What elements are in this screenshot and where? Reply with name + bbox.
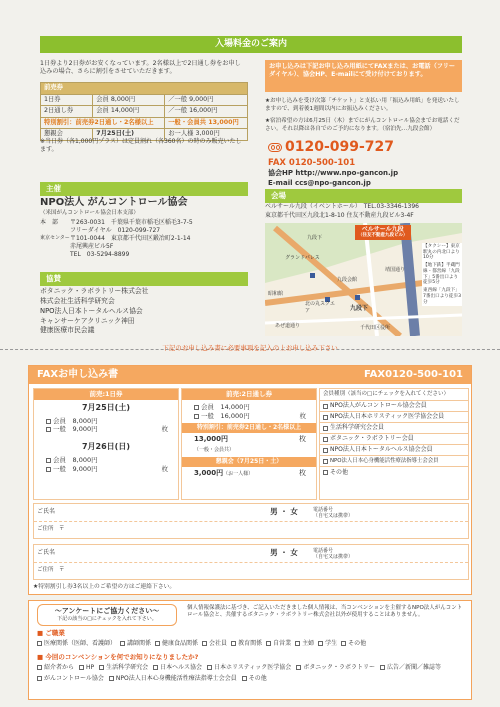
special-discount-label: 特別割引：前売券2日通し・2名様以上 <box>41 117 165 129</box>
checkbox-day2-general[interactable] <box>46 467 51 472</box>
map-access-box: 【タクシー】東京駅丸の内北口より10分 【地下鉄】半蔵門線・都営線「九段下」5番出口より徒歩5分 東西線「九段下」7番出口より徒歩3分 <box>423 244 462 305</box>
survey-q2: ■ 今回のコンベンションを何でお知りになりましたか? <box>37 653 199 661</box>
walk-in-note: ※当日券（各1,000円プラス）は定員割れ（各360名）の時のみ販売いたします。 <box>40 138 242 154</box>
venue-map <box>265 223 462 336</box>
member-type-option[interactable]: NPO法人日本トータルヘルス協会会員 <box>320 445 468 456</box>
website-link[interactable]: 協会HP http://www.npo-gancon.jp <box>268 169 399 178</box>
contact-block <box>268 138 463 188</box>
map-label: 九段下 <box>307 235 323 241</box>
checkbox-day1-member[interactable] <box>46 419 51 424</box>
member-type-option[interactable]: その他 <box>320 467 468 478</box>
member-type-option[interactable]: NPO法人日本心身機能活性療法指導士会会員 <box>320 456 468 467</box>
survey <box>28 600 472 700</box>
map-venue-label: ベルサール九段 （住友不動産九段ビル） <box>355 225 411 240</box>
fax-note-2: ★宿泊希望の方は6月25日（木）までにがんコントロール協会までお電話ください。それ以降は各自でのご予約になります。（宿泊先…九段会館） <box>265 118 460 132</box>
price-table-header: 前売券 <box>41 83 248 95</box>
member-type-option[interactable]: ボタニック・ラボラトリー会員 <box>320 434 468 445</box>
source-option[interactable]: HP <box>79 664 94 672</box>
member-type-option[interactable]: 生活科学研究会会員 <box>320 423 468 434</box>
address-field-2[interactable]: ご住所 〒 <box>37 567 65 573</box>
source-option[interactable]: 生活科学研究会 <box>99 664 148 672</box>
fax-form <box>28 365 472 595</box>
list-item: 株式会社生活科学研究会 <box>40 296 115 305</box>
member-type-option[interactable]: NPO法人がんコントロール協会会員 <box>320 401 468 412</box>
source-option[interactable]: その他 <box>242 675 267 683</box>
source-option[interactable]: 紹介者から <box>37 664 74 672</box>
free-dial-icon <box>268 143 282 152</box>
source-option[interactable]: 日本ヘルス協会 <box>153 664 202 672</box>
applicant-2: ご氏名 男 ・ 女 電話番号 （自宅又は携帯） ご住所 〒 <box>33 544 469 580</box>
intro-text: 1日券より2日券がお安くなっています。2名様以上で2日通し券をお申し込みの場合、さらに割引をさせていただきます。 <box>40 60 241 76</box>
occupation-option[interactable]: 学生 <box>318 640 337 648</box>
organizer-name: NPO法人 がんコントロール協会 <box>40 197 188 208</box>
sponsor-header: 協賛 <box>40 272 248 286</box>
list-item: キャンサーケアクリニック神田 <box>40 316 135 325</box>
form-day1: 7月25日(土) <box>81 402 130 412</box>
survey-q1: ■ ご職業 <box>37 629 65 637</box>
organizer-sub: （米国がんコントロール協会日本支部） <box>40 210 139 216</box>
checkbox-day2-member[interactable] <box>46 458 51 463</box>
organizer-header: 主催 <box>40 182 248 196</box>
list-item: ボタニック・ラボラトリー株式会社 <box>40 287 149 295</box>
form-title: FAXお申し込み書 <box>37 369 119 381</box>
source-option[interactable]: 広告／新聞／雑誌等 <box>380 664 441 672</box>
cut-note: 下記のお申し込み書に必要事項を記入の上お申し込み下さい <box>162 344 338 352</box>
source-option[interactable]: NPO法人日本心身機能活性療法指導士会会員 <box>109 675 237 683</box>
list-item: NPO法人日本トータルヘルス協会 <box>40 306 143 315</box>
form-col-1day: 前売:1日券 7月25日(土) 会員 8,000円 一般 9,000円 枚 7月26日(日) 会員 8,000円 一般 9,000円 枚 <box>33 388 179 500</box>
gender-select-2[interactable]: 男 ・ 女 <box>270 548 298 558</box>
list-item: 健康医療市民会議 <box>40 326 95 335</box>
occupation-option[interactable]: 健康食品関係 <box>155 640 198 648</box>
form-col-member-type: 会員種別（該当の□にチェックを入れてください） NPO法人がんコントロール協会会員 NPO法人日本ホリスティック医学協会会員 生活科学研究会会員 ボタニック・ラボラトリー会員 NPO法人日本トータルヘルス協会会員 NPO法人日本心身機能活性療法指導士会会員 その他 <box>319 388 469 500</box>
venue-line1: ベルサール九段（イベントホール） TEL.03-3346-1396 <box>265 203 419 210</box>
page-title: 入場料金のご案内 <box>40 36 462 53</box>
gender-select-1[interactable]: 男 ・ 女 <box>270 507 298 517</box>
occupation-option[interactable]: 会社員 <box>202 640 227 648</box>
checkbox-2day-member[interactable] <box>194 405 199 410</box>
form-col-2day: 前売:2日通し券 会員 14,000円 一般 16,000円 枚 特別割引：前売券2日通し・2名様以上 13,000円 （一般・会員共） 枚 懇親会（7月25日・土） 3,000円（お一人様） 枚 <box>181 388 317 500</box>
venue-line2: 東京都千代田区九段北1-8-10 住友不動産九段ビル3-4F <box>265 212 414 219</box>
checkbox-2day-general[interactable] <box>194 414 199 419</box>
map-label: あぜ道通り <box>275 323 301 329</box>
form-fax: FAX0120-500-101 <box>363 369 463 381</box>
map-label: グランドパレス <box>285 255 320 261</box>
fax-notice: お申し込みは下記お申し込み用紙にてFAXまたは、お電話（フリーダイヤル）、協会HP、E-mailにて受け付けております。 <box>265 60 462 92</box>
occupation-option[interactable]: 主婦 <box>295 640 314 648</box>
occupation-option[interactable]: 講師関係 <box>120 640 151 648</box>
source-option[interactable]: がんコントロール協会 <box>37 675 104 683</box>
map-label: 靖国通り <box>385 267 406 273</box>
map-label: 九段会館 <box>337 277 358 283</box>
occupation-option[interactable]: 医療関係（医師、看護師） <box>37 640 116 648</box>
occupation-option[interactable]: 自営業 <box>266 640 291 648</box>
map-label: 九段下 <box>350 305 369 312</box>
occupation-option[interactable]: 教育関係 <box>231 640 262 648</box>
email-link[interactable]: E-mail ccs@npo-gancon.jp <box>268 178 371 187</box>
sponsor-list <box>40 287 248 336</box>
price-table: 前売券 1日券 会員 8,000円 ／一般 9,000円 2日通し券 会員 14,000円 ／一般 16,000円 特別割引：前売券2日通し・2名様以上 一般・会員共 13,000円 懇親会 7月25日(土) お一人様 3,000円 <box>40 82 248 141</box>
occupation-options <box>37 640 467 648</box>
checkbox-day1-general[interactable] <box>46 427 51 432</box>
map-label: 昭和館 <box>268 291 284 297</box>
source-option[interactable]: ボタニック・ラボラトリー <box>296 664 375 672</box>
form-day2: 7月26日(日) <box>81 442 130 452</box>
free-dial-number: 0120-099-727 <box>285 139 395 155</box>
organizer-details: 本 部 〒263-0031 千葉県千葉市稲毛区稲毛3-7-5 フリーダイヤル 0120-099-727 東京センター 〒101-0044 東京都千代田区鍛冶町2-1-14 赤尾興産ビル5F TEL 03-5294-8899 <box>40 219 193 259</box>
privacy-note: 個人情報保護法に基づき、ご記入いただきました個人情報は、当コンベンションを主催するNPO法人がんコントロール協会と、共催するボタニック・ラボラトリー株式会社以外が使用することはありません。 <box>187 605 463 619</box>
source-options <box>37 664 467 683</box>
fax-number: FAX 0120-500-101 <box>268 157 356 168</box>
venue-header: 会場 <box>265 189 462 203</box>
survey-title-box: 〜アンケートにご協力ください〜 下記の該当の□にチェックを入れて下さい。 <box>37 604 177 626</box>
form-footnote: ★特別割引し券3名以上のご希望の方はご連絡下さい。 <box>33 584 176 590</box>
map-label: 千代田区役所 <box>360 325 391 331</box>
applicant-1: ご氏名 男 ・ 女 電話番号 （自宅又は携帯） ご住所 〒 <box>33 503 469 539</box>
occupation-option[interactable]: その他 <box>341 640 366 648</box>
address-field-1[interactable]: ご住所 〒 <box>37 526 65 532</box>
source-option[interactable]: 日本ホリスティック医学協会 <box>207 664 291 672</box>
fax-note-1: ★お申し込みを受け次第「チケット」と支払い用「振込み用紙」を発送いたしますので、到着後1週間以内にお振込みください。 <box>265 98 460 112</box>
member-type-option[interactable]: NPO法人日本ホリスティック医学協会会員 <box>320 412 468 423</box>
map-label: 北の丸スクエア <box>305 301 335 314</box>
